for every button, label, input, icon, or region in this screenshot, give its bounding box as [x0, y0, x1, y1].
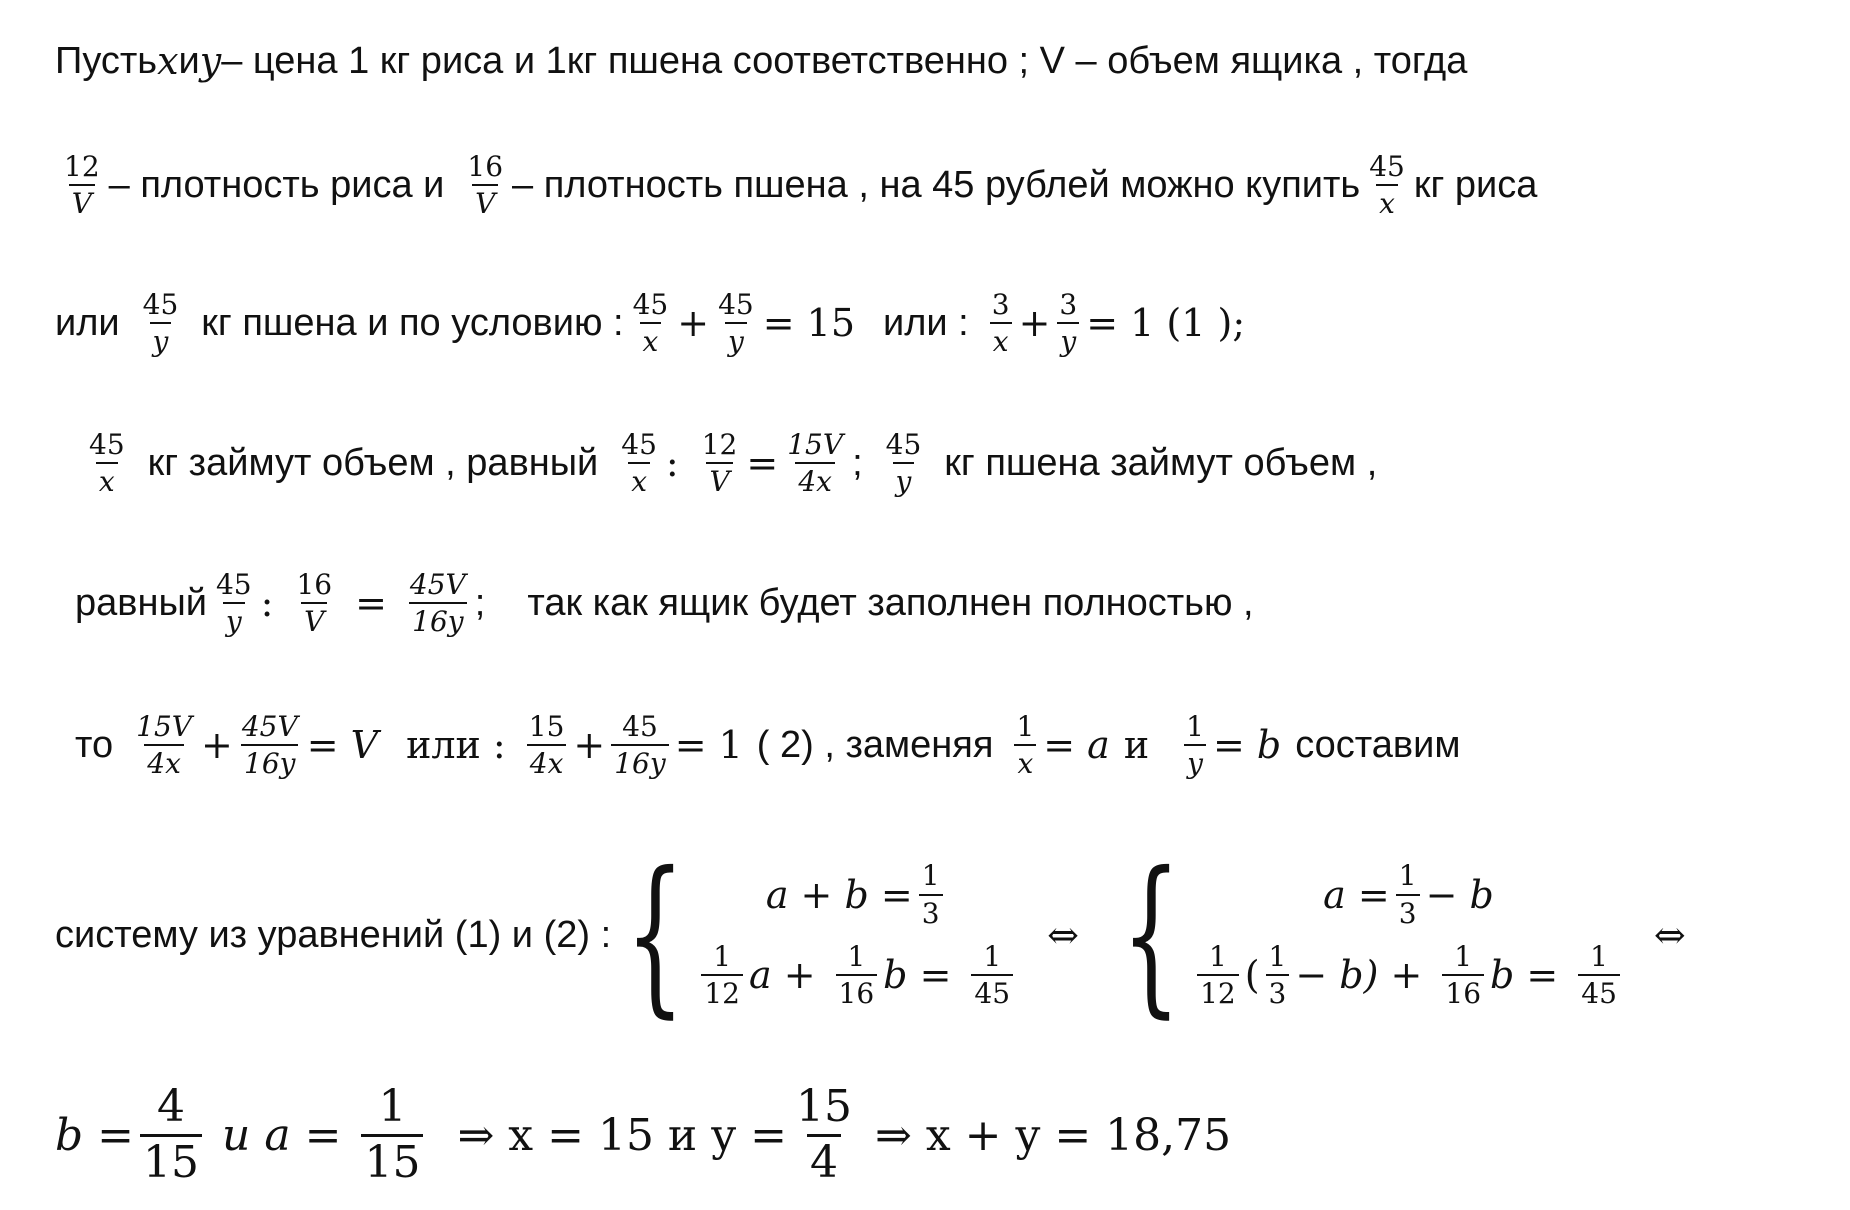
equation: b =	[1490, 953, 1559, 998]
denominator: V	[706, 462, 732, 496]
equation: = a	[1043, 723, 1110, 767]
denominator: 45	[1578, 974, 1620, 1008]
numerator: 45V	[241, 709, 298, 743]
numerator: 15V	[136, 709, 192, 743]
denominator: V	[69, 184, 95, 218]
fraction	[1366, 149, 1408, 220]
numerator: 3	[991, 287, 1010, 321]
denominator: y	[725, 322, 747, 356]
denominator: 45	[971, 974, 1013, 1008]
colon: :	[665, 441, 679, 485]
fraction	[919, 861, 943, 928]
numerator: 1	[1208, 940, 1227, 973]
text: кг займут объем , равный	[147, 441, 599, 484]
equation: − b) +	[1295, 953, 1423, 998]
numerator: 45	[215, 567, 252, 601]
numerator: 45	[885, 427, 922, 461]
numerator: 15	[795, 1081, 852, 1133]
equals-sign: =	[355, 581, 387, 625]
denominator: 12	[1197, 974, 1239, 1008]
denominator: y	[150, 322, 172, 356]
fraction	[793, 1081, 855, 1188]
paren: (	[1244, 953, 1260, 998]
denominator: x	[640, 322, 662, 356]
equals-sign: =	[746, 441, 779, 485]
numerator: 45V	[409, 567, 466, 601]
numerator: 1	[983, 940, 1002, 973]
numerator: 45	[622, 709, 658, 743]
line-6	[75, 700, 1460, 790]
denominator: 15	[140, 1134, 202, 1186]
denominator: V	[472, 184, 498, 218]
text: – цена 1 кг риса и 1кг пшена соответственно ; V – объем ящика , тогда	[221, 39, 1468, 82]
numerator: 12	[64, 149, 100, 183]
numerator: 16	[296, 567, 333, 601]
numerator: 45	[142, 287, 179, 321]
fraction	[989, 287, 1013, 358]
denominator: y	[893, 462, 915, 496]
equation: = 1 (1 );	[1086, 301, 1246, 345]
fraction	[86, 427, 128, 498]
numerator: 45	[1369, 149, 1405, 183]
system-row	[695, 861, 1019, 928]
fraction	[464, 149, 506, 220]
left-brace: {	[1121, 836, 1181, 1034]
equation: − b	[1425, 872, 1494, 917]
numerator: 15V	[787, 427, 844, 461]
denominator: y	[223, 602, 245, 636]
system-row	[1191, 942, 1626, 1009]
fraction	[1013, 709, 1037, 780]
denominator: 16y	[241, 744, 298, 778]
text: равный	[75, 581, 207, 624]
equation-system-2	[1107, 836, 1626, 1034]
numerator: 15	[528, 709, 565, 743]
numerator: 1	[713, 940, 732, 973]
numerator: 12	[701, 427, 738, 461]
fraction	[61, 149, 103, 220]
fraction	[213, 567, 255, 638]
fraction	[407, 567, 469, 638]
numerator: 1	[1016, 709, 1035, 743]
equation: a =	[1323, 872, 1390, 917]
numerator: 45	[621, 427, 657, 461]
fraction	[1056, 287, 1080, 358]
line-4	[80, 418, 1377, 508]
denominator: 4x	[795, 462, 835, 496]
text: Пусть	[55, 39, 158, 82]
text: и	[1123, 723, 1150, 767]
fraction	[883, 427, 925, 498]
line-2	[55, 140, 1537, 230]
numerator: 1	[1268, 940, 1287, 973]
denominator: 4x	[144, 744, 184, 778]
text: ( 2) , заменяя	[756, 723, 994, 766]
plus-sign: +	[1018, 301, 1051, 345]
denominator: 4x	[527, 744, 567, 778]
fraction	[239, 709, 301, 780]
fraction	[1197, 942, 1239, 1009]
equivalence-arrow-icon: ⇔	[1047, 913, 1079, 957]
denominator: 16y	[611, 744, 668, 778]
numerator: 16	[467, 149, 504, 183]
text: или	[55, 301, 120, 344]
fraction	[611, 709, 668, 780]
fraction	[715, 287, 757, 358]
fraction	[701, 942, 743, 1009]
var-x: x	[157, 39, 179, 83]
equation: = 15	[762, 301, 855, 345]
var-y: y	[199, 39, 222, 83]
equation: = V	[306, 723, 379, 767]
equation: a + b =	[765, 872, 913, 917]
numerator: 4	[157, 1081, 186, 1133]
numerator: 45	[89, 427, 125, 461]
fraction	[971, 942, 1013, 1009]
fraction	[1183, 709, 1207, 780]
fraction	[140, 1081, 202, 1188]
colon: :	[260, 581, 274, 625]
numerator: 1	[378, 1081, 407, 1133]
numerator: 1	[1398, 859, 1417, 893]
line-8	[55, 1080, 1231, 1190]
equation: ⇒ x + y = 18,75	[874, 1109, 1232, 1161]
denominator: 16y	[409, 602, 466, 636]
denominator: x	[1014, 744, 1036, 778]
fraction	[526, 709, 568, 780]
line-3	[55, 278, 1245, 368]
text: – плотность риса и	[108, 163, 445, 206]
text: кг пшена займут объем ,	[944, 441, 1378, 484]
equation: и a =	[222, 1109, 342, 1161]
line-1	[55, 36, 1467, 86]
denominator: x	[990, 322, 1012, 356]
denominator: 4	[807, 1134, 841, 1186]
fraction	[293, 567, 335, 638]
numerator: 1	[847, 940, 866, 973]
equation: = b	[1213, 723, 1282, 767]
text: то	[75, 723, 114, 766]
numerator: 3	[1059, 287, 1078, 321]
denominator: 16	[836, 974, 878, 1008]
system-row	[1191, 861, 1626, 928]
denominator: 15	[361, 1134, 423, 1186]
numerator: 1	[921, 859, 940, 893]
equation: b =	[55, 1109, 135, 1161]
text: кг пшена и по условию :	[201, 301, 624, 344]
system-row	[695, 942, 1019, 1009]
semicolon: ;	[852, 441, 863, 484]
denominator: x	[96, 462, 118, 496]
text: или :	[883, 301, 969, 344]
fraction	[699, 427, 741, 498]
text: кг риса	[1413, 163, 1538, 206]
fraction	[133, 709, 195, 780]
numerator: 1	[1590, 940, 1608, 973]
fraction	[630, 287, 672, 358]
equation-system-1	[611, 836, 1019, 1034]
text: – плотность пшена , на 45 рублей можно купить	[512, 163, 1361, 206]
fraction	[618, 427, 660, 498]
text: так как ящик будет заполнен полностью ,	[527, 581, 1254, 624]
denominator: y	[1057, 322, 1079, 356]
equation: a +	[748, 953, 816, 998]
denominator: y	[1184, 744, 1206, 778]
denominator: x	[628, 462, 650, 496]
fraction	[1578, 942, 1620, 1009]
numerator: 1	[1454, 940, 1473, 973]
fraction	[140, 287, 182, 358]
line-7	[55, 836, 1686, 1034]
text: и	[178, 39, 200, 82]
equation: ⇒ x = 15 и y =	[457, 1109, 787, 1161]
fraction	[1266, 942, 1290, 1009]
fraction	[361, 1081, 423, 1188]
denominator: 16	[1442, 974, 1484, 1008]
denominator: 3	[1266, 974, 1290, 1008]
text: составим	[1295, 723, 1461, 766]
equivalence-arrow-icon: ⇔	[1653, 913, 1686, 957]
numerator: 45	[632, 287, 669, 321]
text: систему из уравнений (1) и (2) :	[55, 913, 612, 956]
fraction	[836, 942, 878, 1009]
denominator: V	[301, 602, 327, 636]
numerator: 1	[1186, 709, 1204, 743]
plus-sign: +	[573, 723, 606, 767]
denominator: 3	[1396, 894, 1420, 928]
left-brace: {	[625, 836, 685, 1034]
text: или :	[406, 723, 506, 767]
equation: b =	[883, 953, 952, 998]
fraction	[784, 427, 846, 498]
fraction	[1442, 942, 1484, 1009]
plus-sign: +	[677, 301, 710, 345]
fraction	[1396, 861, 1420, 928]
denominator: 12	[701, 974, 743, 1008]
plus-sign: +	[200, 723, 233, 767]
line-5	[75, 558, 1254, 648]
denominator: x	[1376, 184, 1398, 218]
semicolon: ;	[474, 581, 486, 624]
equation: = 1	[674, 723, 743, 767]
numerator: 45	[718, 287, 754, 321]
denominator: 3	[919, 894, 943, 928]
